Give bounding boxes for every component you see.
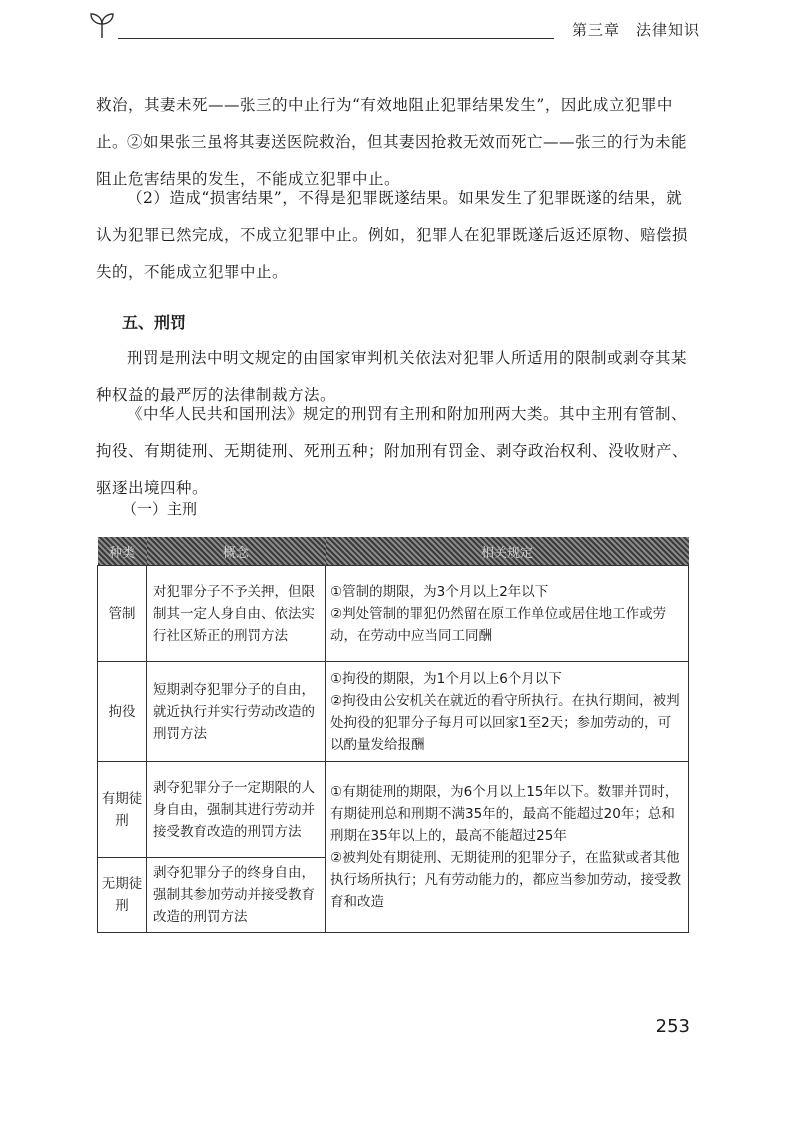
table-header-cell: 相关规定 xyxy=(326,537,689,566)
subsection-heading: （一）主刑 xyxy=(122,500,198,518)
header-rule xyxy=(118,38,554,39)
penalty-definition: 短期剥夺犯罪分子的自由，就近执行并实行劳动改造的刑罚方法 xyxy=(147,662,326,762)
paragraph-5: 《中华人民共和国刑法》规定的刑罚有主刑和附加刑两大类。其中主刑有管制、拘役、有期徒刑、无期徒刑、死刑五种；附加刑有罚金、剥夺政治权利、没收财产、驱逐出境四种。 xyxy=(96,405,689,497)
content-line: ①管制的期限，为3个月以上2年以下 ②判处管制的罪犯仍然留在原工作单位或居住地工作或劳动，在劳动中应当同工同酬 xyxy=(330,583,667,644)
table-header-row xyxy=(98,537,689,566)
penalty-definition: 剥夺犯罪分子一定期限的人身自由，强制其进行劳动并接受教育改造的刑罚方法 xyxy=(147,762,326,858)
running-header xyxy=(88,8,700,44)
sprout-icon xyxy=(88,10,116,40)
penalty-content xyxy=(326,566,689,662)
penalty-definition: 剥夺犯罪分子的终身自由，强制其参加劳动并接受教育改造的刑罚方法 xyxy=(147,858,326,933)
table-header-cell: 种类 xyxy=(98,537,147,566)
paragraph-4: 刑罚是刑法中明文规定的由国家审判机关依法对犯罪人所适用的限制或剥夺其某种权益的最严厉的法律制裁方法。 xyxy=(96,349,688,404)
content-line: ①有期徒刑的期限，为6个月以上15年以下。数罪并罚时，有期徒刑总和刑期不满35年的，最高不能超过20年；总和刑期在35年以上的，最高不能超过25年 ②被判处有期徒刑、无期徒刑的犯罪分子，在监狱或者其他执行场所执行；凡有劳动能力的，都应当参加劳动，接受教育和改造 xyxy=(330,784,681,910)
table-header-cell: 概念 xyxy=(147,537,326,566)
penalty-name: 拘役 xyxy=(98,662,147,762)
content-line: ①拘役的期限，为1个月以上6个月以下 ②拘役由公安机关在就近的看守所执行。在执行期间，被判处拘役的犯罪分子每月可以回家1至2天；参加劳动的，可以酌量发给报酬 xyxy=(330,670,680,753)
penalty-name: 管制 xyxy=(98,566,147,662)
paragraph-3: （2）造成“损害结果”，不得是犯罪既遂结果。如果发生了犯罪既遂的结果，就认为犯罪已然完成，不成立犯罪中止。例如，犯罪人在犯罪既遂后返还原物、赔偿损失的，不能成立犯罪中止。 xyxy=(96,189,689,281)
section-heading: 五、刑罚 xyxy=(122,313,187,332)
penalty-content xyxy=(326,762,689,933)
penalty-name: 无期徒刑 xyxy=(98,858,147,933)
paragraph-1: 救治，其妻未死——张三的中止行为“有效地阻止犯罪结果发生”，因此成立犯罪中止。 xyxy=(96,96,673,151)
penalty-definition: 对犯罪分子不予关押，但限制其一定人身自由、依法实行社区矫正的刑罚方法 xyxy=(147,566,326,662)
table-row xyxy=(98,662,689,762)
penalty-content xyxy=(326,662,689,762)
penalty-table xyxy=(97,537,689,933)
page-number: 253 xyxy=(655,1016,690,1037)
table-row xyxy=(98,566,689,662)
paragraph-2: ②如果张三虽将其妻送医院救治，但其妻因抢救无效而死亡——张三的行为未能阻止危害结果的发生，不能成立犯罪中止。 xyxy=(96,133,688,188)
chapter-title: 第三章 法律知识 xyxy=(571,21,700,39)
penalty-name: 有期徒刑 xyxy=(98,762,147,858)
table-row xyxy=(98,762,689,858)
